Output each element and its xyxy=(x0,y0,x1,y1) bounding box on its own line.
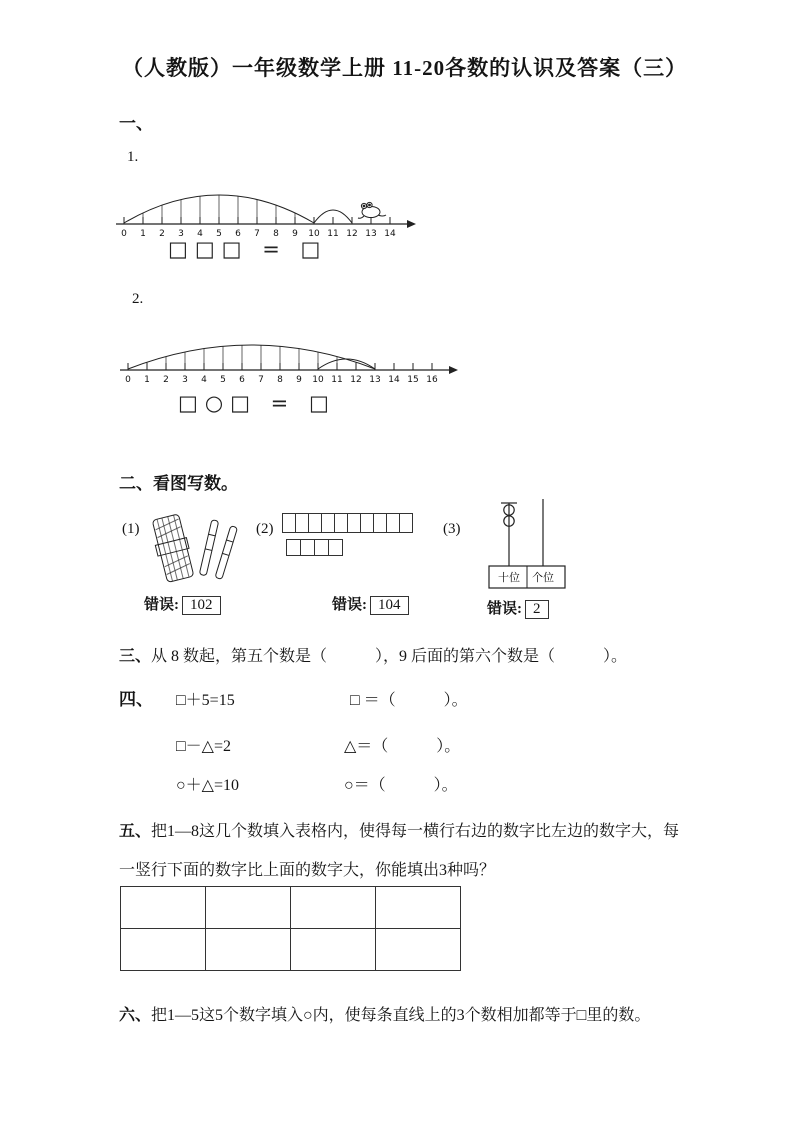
svg-text:3: 3 xyxy=(182,375,188,385)
section-three-label: 三、 xyxy=(119,648,152,665)
error-value-2: 104 xyxy=(370,596,409,615)
table-row xyxy=(121,929,461,971)
item-1-equation-boxes: □□□ = □ xyxy=(168,237,328,261)
square-cell xyxy=(314,539,329,556)
equation-row-3-left: ○＋△=10 xyxy=(176,777,239,794)
table-cell xyxy=(206,887,291,929)
number-line-1 xyxy=(116,184,416,242)
section-three xyxy=(119,643,627,666)
section-five-text: 把1—8这几个数填入表格内，使得每一横行右边的数字比左边的数字大，每一竖行下面的数字比上面的数字大，你能填出3种吗？ xyxy=(119,823,680,879)
picture-3-number: (3) xyxy=(443,521,461,537)
error-label-2: 错误: xyxy=(332,597,367,613)
table-row xyxy=(121,887,461,929)
svg-text:16: 16 xyxy=(426,375,438,385)
section-two-label: 二、 xyxy=(119,474,153,493)
section-two-heading xyxy=(119,469,238,494)
svg-text:8: 8 xyxy=(273,229,279,239)
svg-text:13: 13 xyxy=(369,375,381,385)
svg-text:3: 3 xyxy=(178,229,184,239)
item-2-equation-boxes: □○□ = □ xyxy=(178,391,336,415)
svg-text:14: 14 xyxy=(388,375,400,385)
square-cell xyxy=(373,513,387,533)
page-title: （人教版）一年级数学上册 11-20各数的认识及答案（三） xyxy=(122,56,688,80)
square-cell xyxy=(334,513,348,533)
table-cell xyxy=(291,929,376,971)
svg-text:9: 9 xyxy=(296,375,302,385)
number-line-2 xyxy=(120,330,458,388)
svg-text:5: 5 xyxy=(220,375,226,385)
equation-row-3-right: ○＝（ ）。 xyxy=(344,777,458,794)
equation-row-2-left: □－△=2 xyxy=(176,738,231,755)
picture-1-number: (1) xyxy=(122,521,140,537)
square-cell xyxy=(386,513,400,533)
svg-text:8: 8 xyxy=(277,375,283,385)
svg-text:9: 9 xyxy=(292,229,298,239)
ones-place-label: 个位 xyxy=(532,571,554,584)
square-cell xyxy=(347,513,361,533)
svg-text:5: 5 xyxy=(216,229,222,239)
sticks-bundle-picture xyxy=(142,504,244,596)
svg-text:14: 14 xyxy=(384,229,396,239)
error-value-1: 102 xyxy=(182,596,221,615)
square-cell xyxy=(300,539,315,556)
svg-text:4: 4 xyxy=(201,375,207,385)
table-cell xyxy=(206,929,291,971)
svg-text:11: 11 xyxy=(327,229,339,239)
table-cell xyxy=(291,887,376,929)
section-six xyxy=(119,1002,650,1025)
answer-table xyxy=(120,886,461,971)
svg-text:11: 11 xyxy=(331,375,343,385)
svg-text:2: 2 xyxy=(163,375,169,385)
squares-grid-picture xyxy=(282,513,412,557)
table-cell xyxy=(376,929,461,971)
single-stick-1 xyxy=(199,520,218,576)
svg-text:6: 6 xyxy=(239,375,245,385)
error-value-3: 2 xyxy=(525,600,549,619)
error-label-3: 错误: xyxy=(487,601,522,617)
svg-text:13: 13 xyxy=(365,229,377,239)
equation-row-1-right: □ ＝（ ）。 xyxy=(350,692,468,709)
svg-text:10: 10 xyxy=(312,375,324,385)
svg-text:15: 15 xyxy=(407,375,419,385)
equation-row-1-left: □＋5=15 xyxy=(176,692,235,709)
tens-place-label: 十位 xyxy=(498,571,520,584)
svg-text:7: 7 xyxy=(258,375,264,385)
svg-text:0: 0 xyxy=(121,229,127,239)
section-three-text: 从 8 数起，第五个数是（ ），9 后面的第六个数是（ ）。 xyxy=(151,648,628,665)
abacus-picture xyxy=(486,498,568,594)
single-stick-2 xyxy=(215,526,237,580)
squares-row xyxy=(286,539,412,557)
item-1-number: 1. xyxy=(127,149,139,165)
error-label-1: 错误: xyxy=(144,597,179,613)
error-answer-3 xyxy=(487,597,549,619)
svg-text:7: 7 xyxy=(254,229,260,239)
frog-icon xyxy=(358,202,386,218)
error-answer-2 xyxy=(332,593,409,615)
section-four-label: 四、 xyxy=(119,690,153,709)
square-cell xyxy=(308,513,322,533)
square-cell xyxy=(286,539,301,556)
svg-text:1: 1 xyxy=(140,229,146,239)
svg-text:2: 2 xyxy=(159,229,165,239)
table-cell xyxy=(121,887,206,929)
section-two-title: 看图写数。 xyxy=(153,474,238,493)
svg-text:12: 12 xyxy=(346,229,358,239)
square-cell xyxy=(328,539,343,556)
equation-row-2-right: △＝（ ）。 xyxy=(344,738,461,755)
svg-text:10: 10 xyxy=(308,229,320,239)
section-one-label: 一、 xyxy=(119,114,153,133)
section-six-label: 六、 xyxy=(119,1007,152,1024)
svg-text:4: 4 xyxy=(197,229,203,239)
table-cell xyxy=(376,887,461,929)
item-2-number: 2. xyxy=(132,291,144,307)
picture-2-number: (2) xyxy=(256,521,274,537)
svg-text:12: 12 xyxy=(350,375,362,385)
square-cell xyxy=(282,513,296,533)
table-cell xyxy=(121,929,206,971)
square-cell xyxy=(321,513,335,533)
squares-row xyxy=(282,513,412,533)
section-five-label: 五、 xyxy=(119,823,152,840)
svg-text:1: 1 xyxy=(144,375,150,385)
error-answer-1 xyxy=(144,593,221,615)
svg-text:0: 0 xyxy=(125,375,131,385)
square-cell xyxy=(295,513,309,533)
section-six-text: 把1—5这5个数字填入○内，使每条直线上的3个数相加都等于□里的数。 xyxy=(151,1007,651,1024)
svg-text:6: 6 xyxy=(235,229,241,239)
square-cell xyxy=(360,513,374,533)
bundle-of-ten-sticks xyxy=(149,513,196,583)
square-cell xyxy=(399,513,413,533)
section-five xyxy=(119,812,681,890)
